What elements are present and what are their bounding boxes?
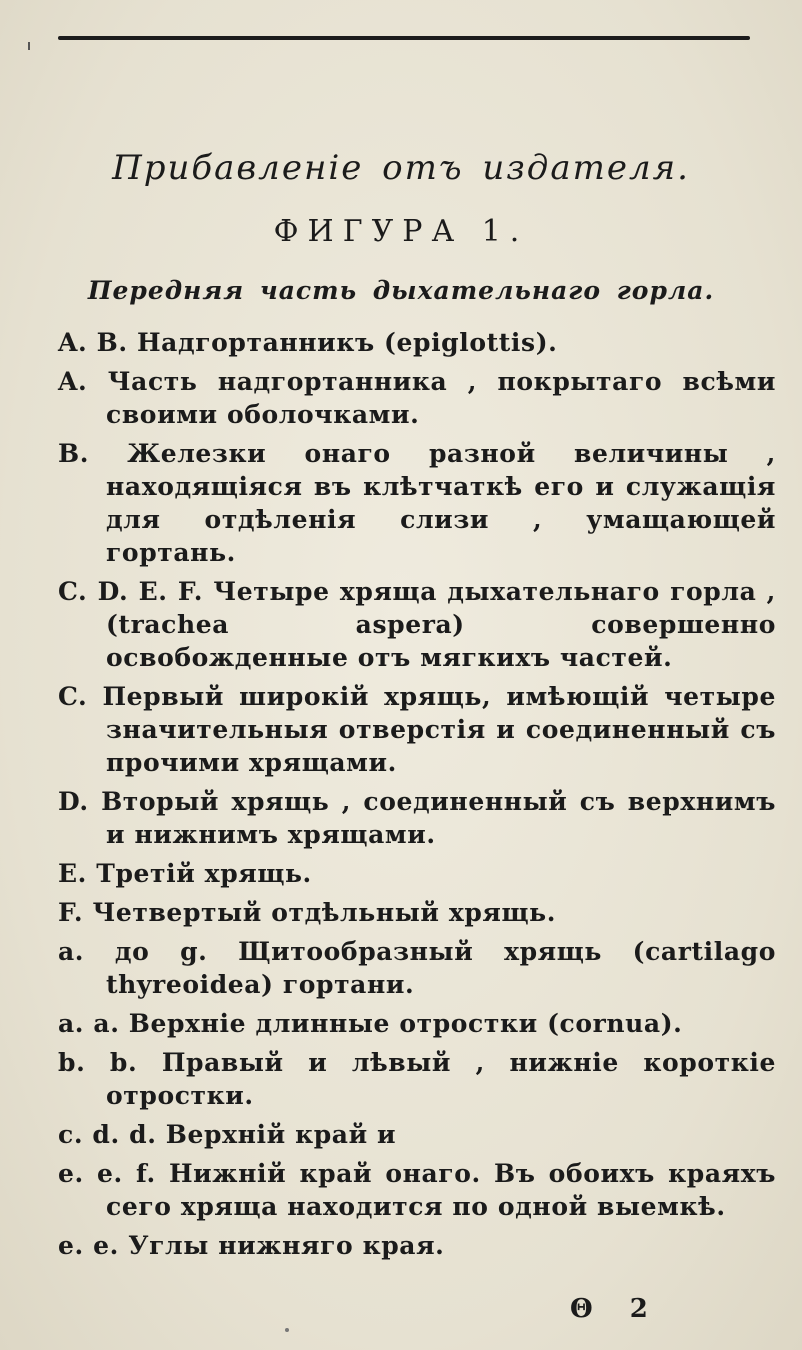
legend-entry: A. B. Надгортанникъ (epiglottis). (58, 328, 558, 357)
legend-entry: e. e. f. Нижній край онаго. Въ обоихъ краяхъ сего хряща находится по одной выемкѣ. (58, 1159, 776, 1221)
legend-entry: b. b. Правый и лѣвый , нижніе короткіе отростки. (58, 1048, 776, 1110)
legend-entry: B. Железки онаго разной величины , находящіяся въ клѣтчаткѣ его и служащія для отдѣленія слизи , умащающей гортань. (58, 439, 776, 567)
legend-entry: A. Часть надгортанника , покрытаго всѣми своими оболочками. (58, 367, 776, 429)
legend-entries (58, 326, 776, 1268)
margin-mark (28, 42, 30, 50)
printer-signature-mark: Θ 2 (570, 1294, 662, 1324)
legend-entry: C. D. E. F. Четыре хряща дыхательнаго горла , (trachea aspera) совершенно освобожденные отъ мягкихъ частей. (58, 577, 776, 672)
legend-entry: c. d. d. Верхній край и (58, 1120, 397, 1149)
legend-entry: D. Вторый хрящь , соединенный съ верхнимъ и нижнимъ хрящами. (58, 787, 776, 849)
figure-subtitle: Передняя часть дыхательнаго горла. (87, 276, 715, 305)
section-heading: Прибавленіе отъ издателя. (112, 148, 690, 188)
legend-entry: C. Первый широкій хрящь, имѣющій четыре значительныя отверстія и соединенный съ прочими хрящами. (58, 682, 776, 777)
legend-entry: F. Четвертый отдѣльный хрящь. (58, 898, 557, 927)
figure-title: ФИГУРА 1. (273, 214, 529, 249)
legend-entry: e. e. Углы нижняго края. (58, 1231, 445, 1260)
legend-entry: E. Третій хрящь. (58, 859, 312, 888)
legend-entry: a. до g. Щитообразный хрящь (cartilago thyreoidea) гортани. (58, 937, 776, 999)
legend-entry: a. a. Верхніе длинные отростки (cornua). (58, 1009, 683, 1038)
ink-speck (285, 1328, 289, 1332)
top-rule-divider (58, 36, 750, 40)
